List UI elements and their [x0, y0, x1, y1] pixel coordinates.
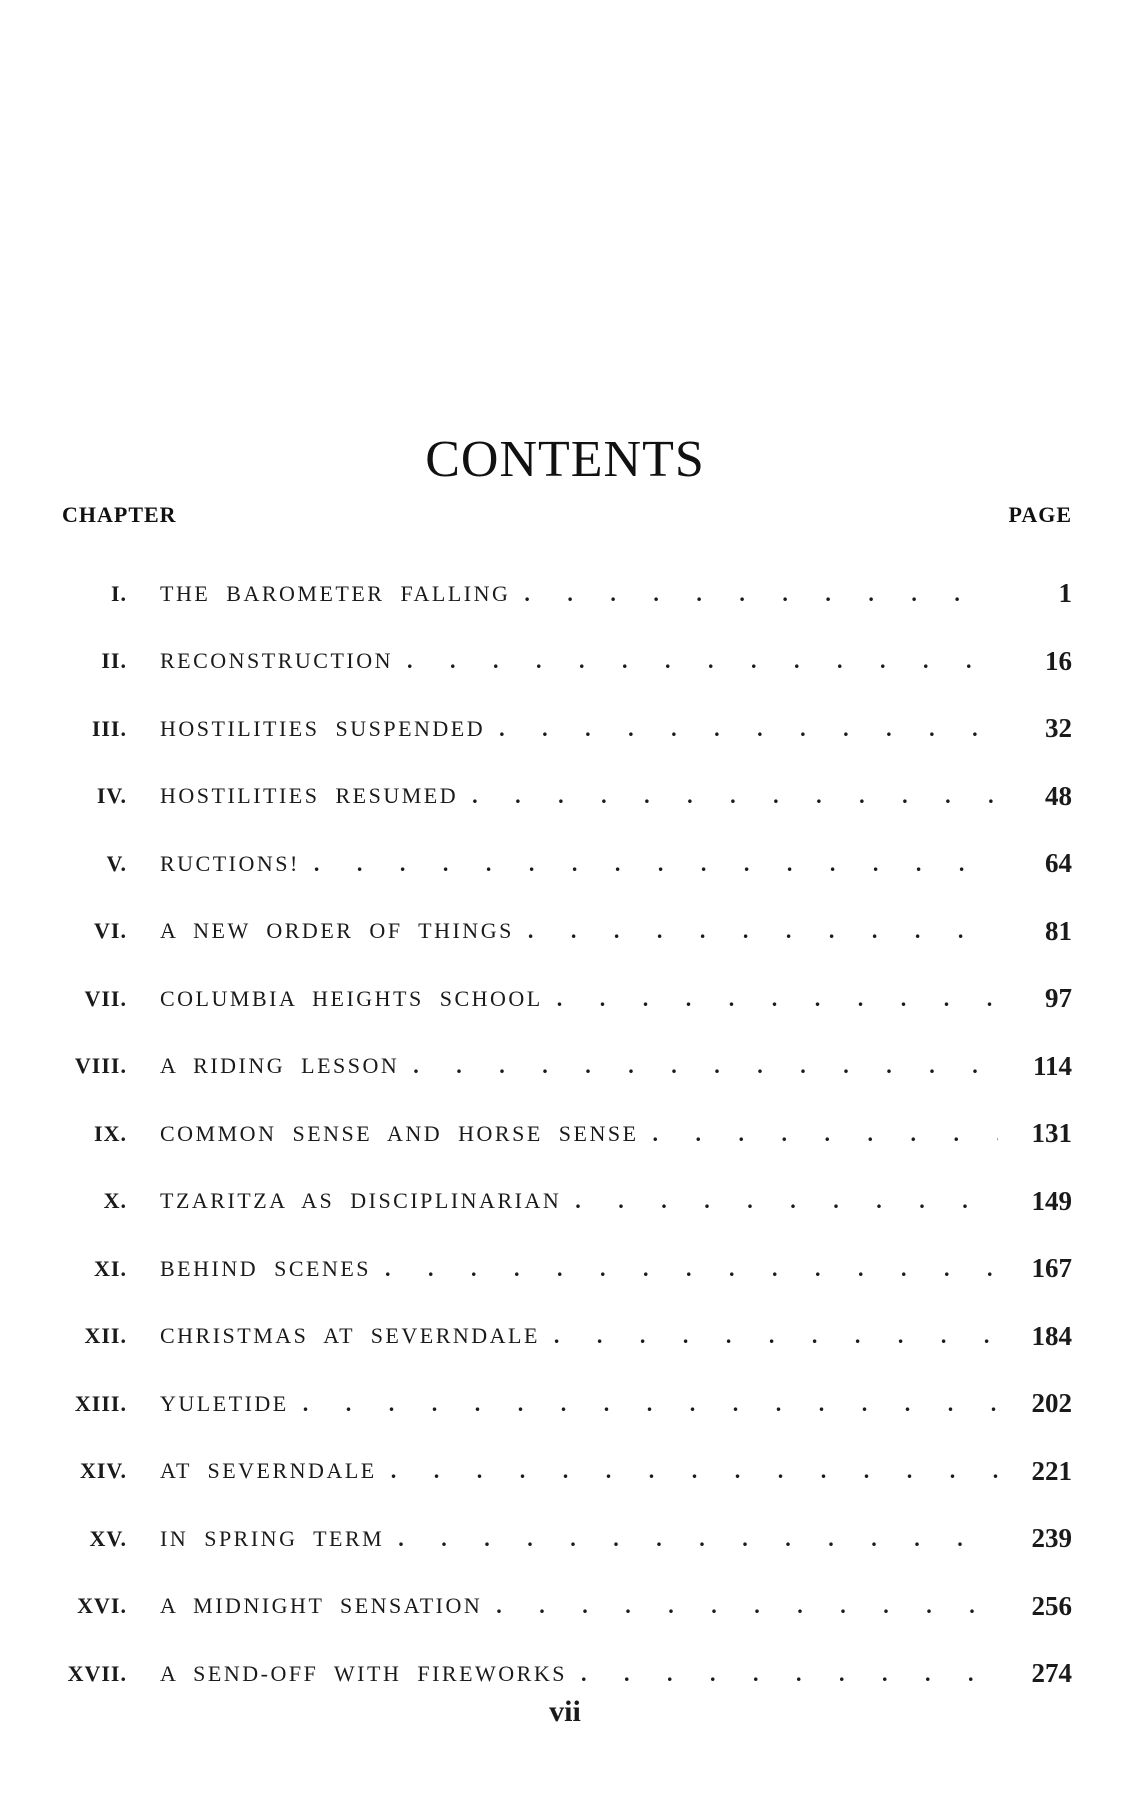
chapter-number: XIII.: [74, 1390, 127, 1416]
dot-leader: [528, 918, 998, 944]
chapter-number: IV.: [96, 783, 127, 809]
chapter-title: RUCTIONS!: [160, 851, 314, 877]
page-number: 221: [1031, 1455, 1072, 1486]
page-number: 239: [1031, 1523, 1072, 1554]
page-number: 149: [1031, 1185, 1072, 1216]
page-number: 48: [1045, 780, 1072, 811]
chapter-number: IX.: [94, 1120, 127, 1146]
page-number: 114: [1032, 1050, 1072, 1081]
dot-leader: [653, 1121, 998, 1147]
page-number: 16: [1045, 645, 1072, 676]
page-folio: vii: [549, 1695, 581, 1728]
chapter-title: CHRISTMAS AT SEVERNDALE: [160, 1323, 554, 1349]
chapter-title: IN SPRING TERM: [160, 1526, 398, 1552]
chapter-title: YULETIDE: [160, 1391, 303, 1417]
page-number: 81: [1045, 915, 1072, 946]
chapter-column-header: CHAPTER: [62, 502, 177, 527]
dot-leader: [496, 1593, 998, 1619]
chapter-title: TZARITZA AS DISCIPLINARIAN: [160, 1188, 575, 1214]
chapter-title: BEHIND SCENES: [160, 1256, 385, 1282]
dot-leader: [472, 783, 998, 809]
page-number: 167: [1031, 1253, 1072, 1284]
toc-entry[interactable]: [0, 1573, 1130, 1641]
dot-leader: [575, 1188, 998, 1214]
chapter-number: XII.: [84, 1323, 127, 1349]
chapter-title: AT SEVERNDALE: [160, 1458, 391, 1484]
page-number: 274: [1031, 1658, 1072, 1689]
dot-leader: [413, 1053, 998, 1079]
page-number: 32: [1045, 713, 1072, 744]
chapter-number: VI.: [94, 918, 127, 944]
chapter-title: A SEND-OFF WITH FIREWORKS: [160, 1661, 581, 1687]
toc-entry[interactable]: [0, 1235, 1130, 1303]
chapter-number: XV.: [89, 1525, 127, 1551]
toc-entry[interactable]: [0, 695, 1130, 763]
dot-leader: [557, 986, 998, 1012]
dot-leader: [391, 1458, 998, 1484]
chapter-title: A RIDING LESSON: [160, 1053, 413, 1079]
page-number: 256: [1031, 1590, 1072, 1621]
dot-leader: [398, 1526, 998, 1552]
page-number: 184: [1031, 1320, 1072, 1351]
page-column-header: PAGE: [1008, 502, 1072, 527]
toc-entry[interactable]: [0, 830, 1130, 898]
dot-leader: [314, 851, 998, 877]
chapter-number: XIV.: [79, 1458, 127, 1484]
chapter-title: A MIDNIGHT SENSATION: [160, 1593, 496, 1619]
dot-leader: [407, 648, 998, 674]
dot-leader: [524, 581, 998, 607]
toc-entry[interactable]: [0, 1100, 1130, 1168]
page-number: 97: [1045, 983, 1072, 1014]
page-number: 1: [1058, 578, 1072, 609]
dot-leader: [385, 1256, 998, 1282]
dot-leader: [554, 1323, 998, 1349]
page-number: 64: [1045, 848, 1072, 879]
chapter-number: XI.: [94, 1255, 127, 1281]
dot-leader: [581, 1661, 998, 1687]
toc-entry[interactable]: [0, 763, 1130, 831]
chapter-title: A NEW ORDER OF THINGS: [160, 918, 528, 944]
page-number: 202: [1031, 1388, 1072, 1419]
chapter-title: HOSTILITIES RESUMED: [160, 783, 472, 809]
toc-entry[interactable]: [0, 1168, 1130, 1236]
chapter-number: V.: [106, 850, 127, 876]
dot-leader: [303, 1391, 998, 1417]
chapter-title: HOSTILITIES SUSPENDED: [160, 716, 499, 742]
chapter-number: XVII.: [67, 1660, 127, 1686]
toc-entry[interactable]: [0, 1370, 1130, 1438]
toc-entry[interactable]: [0, 1033, 1130, 1101]
table-of-contents: [0, 560, 1130, 1708]
chapter-title: COLUMBIA HEIGHTS SCHOOL: [160, 986, 557, 1012]
chapter-number: XVI.: [77, 1593, 127, 1619]
toc-entry[interactable]: [0, 1505, 1130, 1573]
chapter-number: III.: [91, 715, 127, 741]
page-number: 131: [1031, 1118, 1072, 1149]
toc-entry[interactable]: [0, 1303, 1130, 1371]
chapter-number: X.: [103, 1188, 127, 1214]
toc-entry[interactable]: [0, 965, 1130, 1033]
toc-entry[interactable]: [0, 898, 1130, 966]
chapter-number: VIII.: [74, 1053, 127, 1079]
toc-entry[interactable]: [0, 628, 1130, 696]
toc-entry[interactable]: [0, 560, 1130, 628]
page-title: CONTENTS: [425, 430, 705, 488]
chapter-title: COMMON SENSE AND HORSE SENSE: [160, 1121, 653, 1147]
dot-leader: [499, 716, 998, 742]
chapter-title: RECONSTRUCTION: [160, 648, 407, 674]
toc-entry[interactable]: [0, 1438, 1130, 1506]
chapter-title: THE BAROMETER FALLING: [160, 581, 524, 607]
chapter-number: VII.: [84, 985, 127, 1011]
chapter-number: I.: [110, 580, 127, 606]
chapter-number: II.: [101, 648, 127, 674]
